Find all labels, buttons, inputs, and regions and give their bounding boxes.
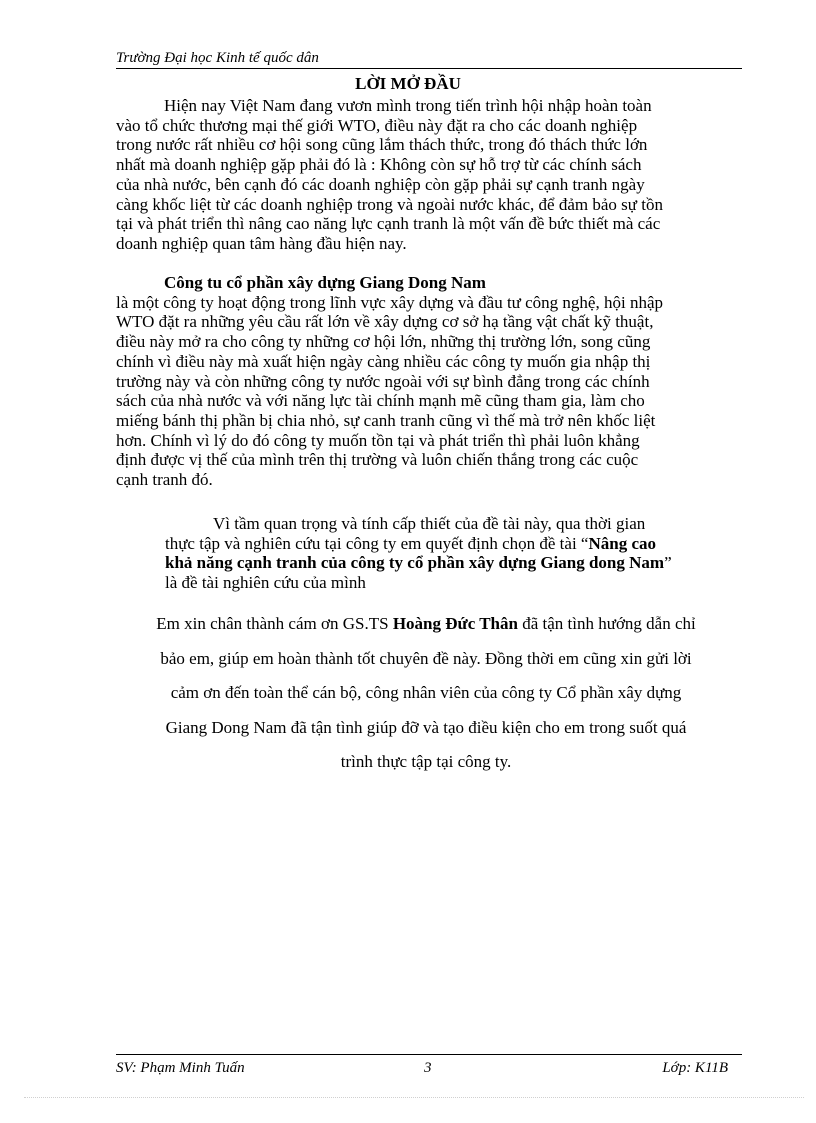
company-paragraph	[116, 273, 742, 490]
thanks-text: đã tận tình hướng dẫn chỉ	[517, 614, 696, 633]
page-boundary	[24, 1097, 804, 1098]
intro-line: nhất mà doanh nghiệp gặp phải đó là : Không còn sự hỗ trợ từ các chính sách	[116, 155, 642, 175]
page-footer	[116, 1054, 742, 1079]
company-line: hơn. Chính vì lý do đó công ty muốn tồn tại và phát triển thì phải luôn khẳng	[116, 430, 640, 450]
topic-line	[165, 553, 742, 573]
document-title: LỜI MỞ ĐẦU	[355, 74, 461, 93]
thanks-line: Giang Dong Nam đã tận tình giúp đỡ và tạo điều kiện cho em trong suốt quá	[165, 717, 687, 737]
company-line: là một công ty hoạt động trong lĩnh vực xây dựng và đầu tư công nghệ, hội nhập	[116, 292, 663, 312]
topic-line	[165, 534, 742, 554]
class-label: Lớp: K11B	[662, 1060, 728, 1076]
thanks-line: cảm ơn đến toàn thể cán bộ, công nhân viên của công ty Cổ phần xây dựng	[170, 683, 682, 702]
thanks-line: trình thực tập tại công ty.	[340, 752, 512, 771]
topic-text: thực tập và nghiên cứu tại công ty em quyết định chọn đề tài “	[165, 533, 589, 553]
intro-line: của nhà nước, bên cạnh đó các doanh nghiệp còn gặp phải sự cạnh tranh ngày	[116, 174, 645, 194]
topic-title-part: Nâng cao	[588, 533, 657, 553]
intro-line: càng khốc liệt từ các doanh nghiệp trong và ngoài nước khác, để đảm bảo sự tồn	[116, 194, 663, 214]
topic-text: ”	[664, 553, 672, 573]
topic-title-part: khả năng cạnh tranh của công ty cổ phần xây dựng Giang dong Nam	[165, 553, 665, 573]
company-line: trường này và còn những công ty nước ngoài với sự bình đẳng trong các chính	[116, 371, 650, 391]
page-header	[116, 50, 742, 69]
intro-line: vào tổ chức thương mại thế giới WTO, điều này đặt ra cho các doanh nghiệp	[116, 115, 638, 135]
company-line: chính vì điều này mà xuất hiện ngày càng nhiều các công ty muốn gia nhập thị	[116, 351, 651, 371]
company-line: sách của nhà nước và với năng lực tài chính mạnh mẽ cũng tham gia, làm cho	[116, 391, 645, 411]
topic-line: Vì tầm quan trọng và tính cấp thiết của đề tài này, qua thời gian	[213, 514, 646, 533]
student-name: SV: Phạm Minh Tuấn	[116, 1060, 245, 1076]
thanks-line	[106, 607, 746, 642]
topic-paragraph	[165, 514, 742, 593]
topic-line: là đề tài nghiên cứu của mình	[165, 573, 366, 593]
company-heading: Công tu cổ phần xây dựng Giang Dong Nam	[164, 273, 486, 292]
company-line: điều này mở ra cho công ty những cơ hội lớn, những thị trường lớn, song cũng	[116, 332, 651, 352]
school-name: Trường Đại học Kinh tế quốc dân	[116, 50, 319, 66]
thanks-text: Em xin chân thành cám ơn GS.TS	[156, 614, 393, 633]
intro-line: trong nước rất nhiều cơ hội song cũng lắm thách thức, trong đó thách thức lớn	[116, 135, 648, 155]
company-line: miếng bánh thị phần bị chia nhỏ, sự canh tranh cũng vì thế mà trở nên khốc liệt	[116, 410, 656, 430]
advisor-name: Hoàng Đức Thân	[392, 614, 518, 633]
intro-line: doanh nghiệp quan tâm hàng đầu hiện nay.	[116, 233, 407, 253]
intro-line: tại và phát triển thì nâng cao năng lực cạnh tranh là một vấn đề bức thiết mà các	[116, 214, 661, 234]
intro-paragraph	[116, 96, 742, 254]
page-number: 3	[424, 1060, 432, 1076]
acknowledgement-paragraph	[106, 607, 746, 780]
company-line: WTO đặt ra những yêu cầu rất lớn về xây dựng cơ sở hạ tầng vật chất kỹ thuật,	[116, 312, 654, 332]
intro-line: Hiện nay Việt Nam đang vươn mình trong tiến trình hội nhập hoàn toàn	[164, 96, 652, 115]
thanks-line: bảo em, giúp em hoàn thành tốt chuyên đề này. Đồng thời em cũng xin gửi lời	[160, 648, 692, 668]
company-line: cạnh tranh đó.	[116, 470, 213, 490]
company-line: định được vị thế của mình trên thị trường và luôn chiến thắng trong các cuộc	[116, 450, 639, 470]
